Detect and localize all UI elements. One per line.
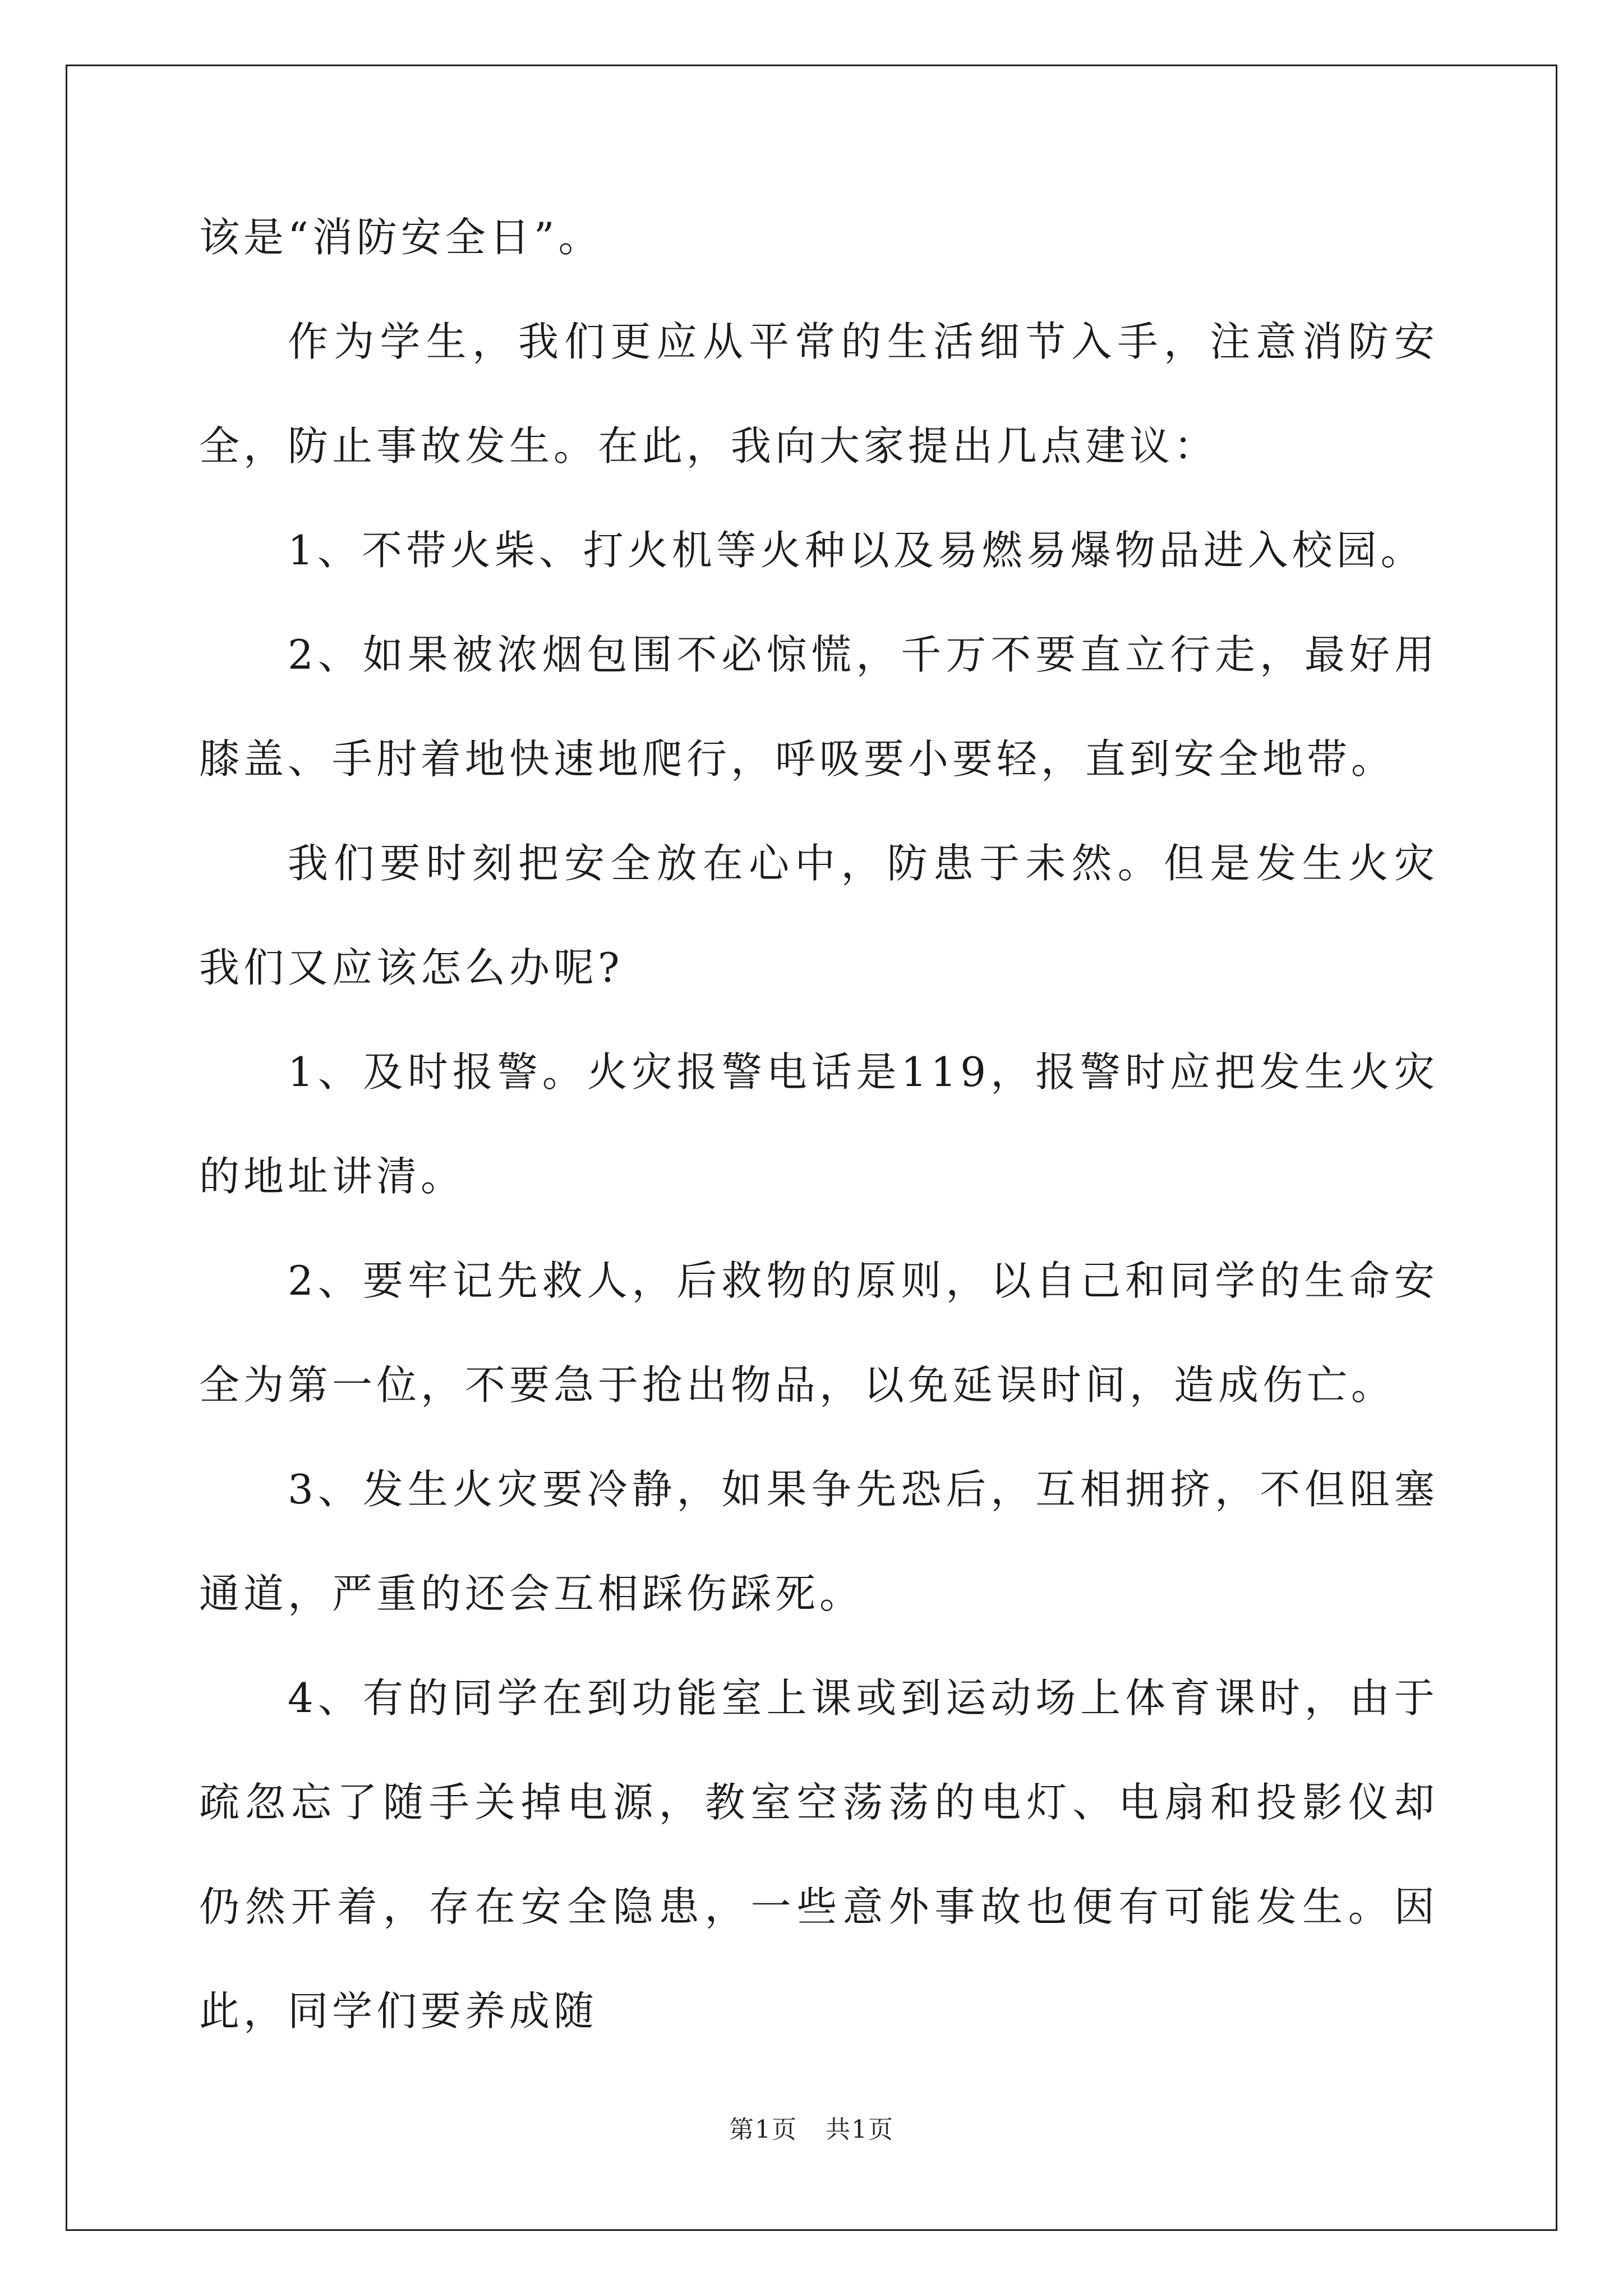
paragraph: 该是“消防安全日”。	[199, 214, 603, 261]
paragraph: 3、发生火灾要冷静，如果争先恐后，互相拥挤，不但阻塞通道，严重的还会互相踩伤踩死。	[199, 1466, 1438, 1617]
paragraph: 2、如果被浓烟包围不必惊慌，千万不要直立行走，最好用膝盖、手肘着地快速地爬行，呼吸要小要轻，直到安全地带。	[199, 631, 1438, 783]
paragraph: 4、有的同学在到功能室上课或到运动场上体育课时，由于疏忽忘了随手关掉电源，教室空荡荡的电灯、电扇和投影仪却仍然开着，存在安全隐患，一些意外事故也便有可能发生。因此，同学们要养成随	[199, 1674, 1438, 2035]
paragraph: 1、不带火柴、打火机等火种以及易燃易爆物品进入校园。	[288, 527, 1425, 574]
paragraph: 我们要时刻把安全放在心中，防患于未然。但是发生火灾我们又应该怎么办呢?	[199, 840, 1438, 991]
document-body	[199, 185, 1438, 2063]
page-number: 第1页	[729, 2115, 797, 2144]
paragraph: 1、及时报警。火灾报警电话是119，报警时应把发生火灾的地址讲清。	[199, 1048, 1438, 1200]
paragraph: 2、要牢记先救人，后救物的原则，以自己和同学的生命安全为第一位，不要急于抢出物品，以免延误时间，造成伤亡。	[199, 1257, 1438, 1409]
paragraph: 作为学生，我们更应从平常的生活细节入手，注意消防安全，防止事故发生。在此，我向大家提出几点建议：	[199, 318, 1438, 470]
page-footer	[0, 2109, 1623, 2145]
page-total: 共1页	[826, 2115, 894, 2144]
